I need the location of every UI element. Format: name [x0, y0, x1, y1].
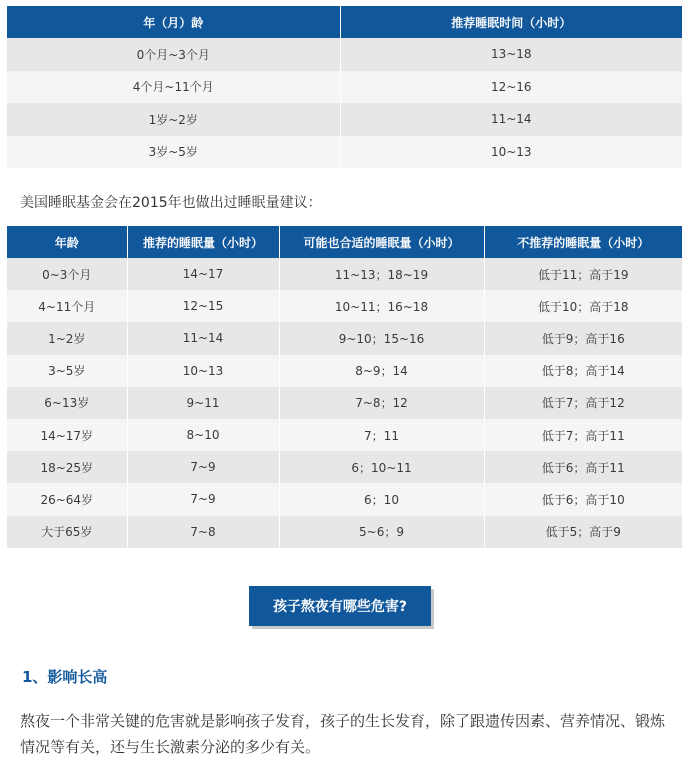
section-heading: 1、影响长高 [22, 668, 108, 686]
table-row [7, 103, 682, 136]
header-recommended-hours: 推荐睡眠时间（小时） [340, 6, 682, 38]
cell-recommended: 14~17 [127, 258, 279, 290]
cell-not-recommended: 低于11；高于19 [484, 258, 682, 290]
cell-age: 14~17岁 [7, 419, 127, 451]
cell-may-be-appropriate: 6；10~11 [279, 451, 484, 483]
cell-hours: 10~13 [340, 136, 682, 169]
cell-age: 1~2岁 [7, 322, 127, 354]
cell-age: 3岁~5岁 [7, 136, 340, 169]
cell-may-be-appropriate: 6；10 [279, 483, 484, 515]
cell-may-be-appropriate: 7；11 [279, 419, 484, 451]
header-age: 年（月）龄 [7, 6, 340, 38]
table-row [7, 258, 682, 290]
cell-recommended: 8~10 [127, 419, 279, 451]
cell-recommended: 10~13 [127, 355, 279, 387]
table-header-row [7, 226, 682, 258]
cell-age: 26~64岁 [7, 483, 127, 515]
table-row [7, 483, 682, 515]
table-row [7, 451, 682, 483]
cell-recommended: 11~14 [127, 322, 279, 354]
table-row [7, 516, 682, 548]
cell-may-be-appropriate: 5~6；9 [279, 516, 484, 548]
cell-age: 4~11个月 [7, 290, 127, 322]
section-title-button[interactable]: 孩子熬夜有哪些危害? [249, 586, 431, 626]
table-row [7, 71, 682, 104]
cell-recommended: 7~9 [127, 451, 279, 483]
cell-age: 6~13岁 [7, 387, 127, 419]
cell-age: 18~25岁 [7, 451, 127, 483]
intro-text: 美国睡眠基金会在2015年也做出过睡眠量建议： [20, 195, 322, 211]
cell-age: 0~3个月 [7, 258, 127, 290]
cell-not-recommended: 低于9；高于16 [484, 322, 682, 354]
table-row [7, 38, 682, 71]
table-header-row [7, 6, 682, 38]
cell-age: 1岁~2岁 [7, 103, 340, 136]
cell-may-be-appropriate: 10~11；16~18 [279, 290, 484, 322]
cell-not-recommended: 低于5；高于9 [484, 516, 682, 548]
cell-may-be-appropriate: 8~9；14 [279, 355, 484, 387]
cell-may-be-appropriate: 11~13；18~19 [279, 258, 484, 290]
header-age: 年龄 [7, 226, 127, 258]
sleep-table-foundation [7, 226, 682, 548]
cell-not-recommended: 低于6；高于11 [484, 451, 682, 483]
cell-age: 4个月~11个月 [7, 71, 340, 104]
cell-not-recommended: 低于6；高于10 [484, 483, 682, 515]
cell-may-be-appropriate: 7~8；12 [279, 387, 484, 419]
cell-age: 0个月~3个月 [7, 38, 340, 71]
cell-age: 3~5岁 [7, 355, 127, 387]
cell-recommended: 9~11 [127, 387, 279, 419]
cell-not-recommended: 低于7；高于11 [484, 419, 682, 451]
table-row [7, 419, 682, 451]
table-row [7, 387, 682, 419]
table-row [7, 136, 682, 169]
header-may-be-appropriate: 可能也合适的睡眠量（小时） [279, 226, 484, 258]
header-not-recommended: 不推荐的睡眠量（小时） [484, 226, 682, 258]
header-recommended: 推荐的睡眠量（小时） [127, 226, 279, 258]
table-row [7, 355, 682, 387]
cell-recommended: 7~8 [127, 516, 279, 548]
table-row [7, 290, 682, 322]
cell-recommended: 7~9 [127, 483, 279, 515]
cell-recommended: 12~15 [127, 290, 279, 322]
cell-not-recommended: 低于7；高于12 [484, 387, 682, 419]
cell-age: 大于65岁 [7, 516, 127, 548]
sleep-table-age-months [7, 6, 682, 168]
table-row [7, 322, 682, 354]
cell-not-recommended: 低于10；高于18 [484, 290, 682, 322]
cell-not-recommended: 低于8；高于14 [484, 355, 682, 387]
cell-hours: 11~14 [340, 103, 682, 136]
body-paragraph: 熬夜一个非常关键的危害就是影响孩子发育，孩子的生长发育，除了跟遗传因素、营养情况、锻炼情况等有关，还与生长激素分泌的多少有关。 [20, 712, 666, 756]
cell-hours: 13~18 [340, 38, 682, 71]
cell-hours: 12~16 [340, 71, 682, 104]
cell-may-be-appropriate: 9~10；15~16 [279, 322, 484, 354]
